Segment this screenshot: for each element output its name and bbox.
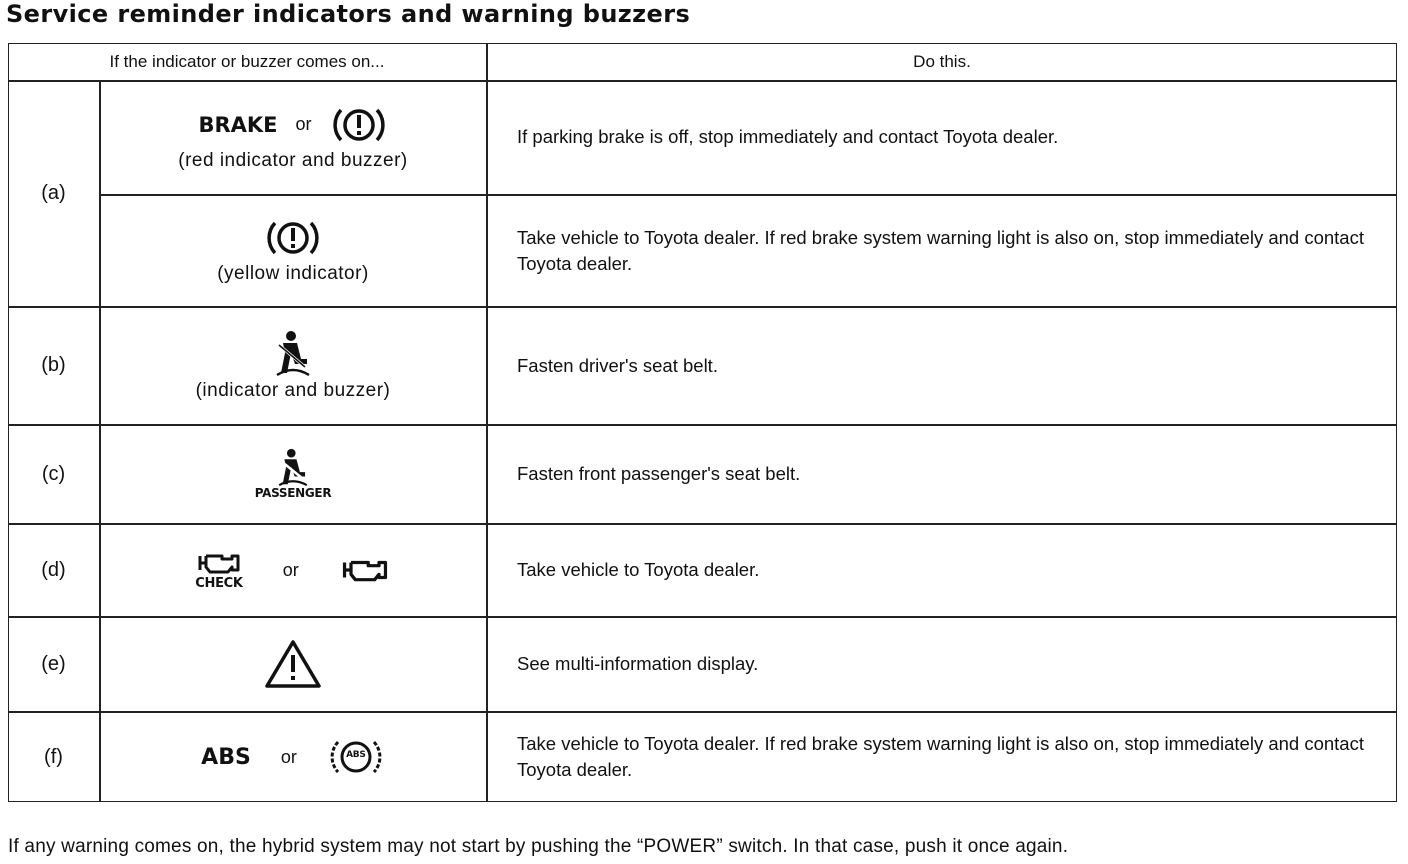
indicator-c [100, 425, 486, 523]
action-c: Fasten front passenger's seat belt. [517, 463, 801, 485]
engine-icon [339, 556, 391, 584]
indicator-caption: (red indicator and buzzer) [178, 149, 408, 171]
abs-icon [327, 735, 385, 779]
indicator-f [100, 712, 486, 802]
brake-warning-icon [264, 216, 322, 260]
abs-word: ABS [201, 744, 251, 770]
row-label-f: (f) [44, 745, 63, 768]
action-f: Take vehicle to Toyota dealer. If red brake system warning light is also on, stop immediately and contact Toyota dealer. [517, 733, 1364, 780]
brake-warning-icon [330, 103, 388, 147]
indicator-caption: (indicator and buzzer) [195, 380, 391, 401]
abs-icon-text: ABS [346, 750, 366, 760]
row-label-a: (a) [41, 181, 66, 204]
or-text: or [282, 559, 299, 580]
footer-note: If any warning comes on, the hybrid system may not start by pushing the “POWER” switch. In that case, push it once again. [8, 836, 1069, 857]
or-text: or [280, 746, 297, 767]
indicator-caption: (yellow indicator) [217, 263, 369, 284]
brake-word: BRAKE [198, 112, 278, 137]
indicator-e [100, 617, 486, 711]
indicator-d [100, 524, 486, 616]
row-label-d: (d) [41, 558, 66, 581]
row-label-e: (e) [41, 652, 66, 675]
action-a-red: If parking brake is off, stop immediately and contact Toyota dealer. [517, 126, 1059, 148]
master-warning-icon [264, 639, 322, 689]
page-title: Service reminder indicators and warning buzzers [6, 0, 691, 28]
seatbelt-icon [273, 329, 313, 377]
check-icon-text: CHECK [195, 575, 243, 591]
action-a-yellow: Take vehicle to Toyota dealer. If red brake system warning light is also on, stop immediately and contact Toyota dealer. [517, 226, 1364, 274]
indicator-a-red [100, 80, 486, 194]
passenger-icon-text: PASSENGER [254, 486, 332, 500]
indicator-b [100, 307, 486, 424]
passenger-seatbelt-icon [275, 448, 311, 486]
check-engine-icon [196, 550, 242, 576]
header-action: Do this. [913, 51, 971, 71]
indicator-a-yellow [100, 195, 486, 306]
row-label-c: (c) [41, 462, 66, 485]
action-d: Take vehicle to Toyota dealer. [517, 559, 760, 581]
or-text: or [295, 114, 312, 134]
row-label-b: (b) [41, 354, 66, 376]
action-b: Fasten driver's seat belt. [517, 354, 718, 376]
header-indicator: If the indicator or buzzer comes on... [109, 51, 385, 71]
action-e: See multi-information display. [517, 653, 759, 675]
